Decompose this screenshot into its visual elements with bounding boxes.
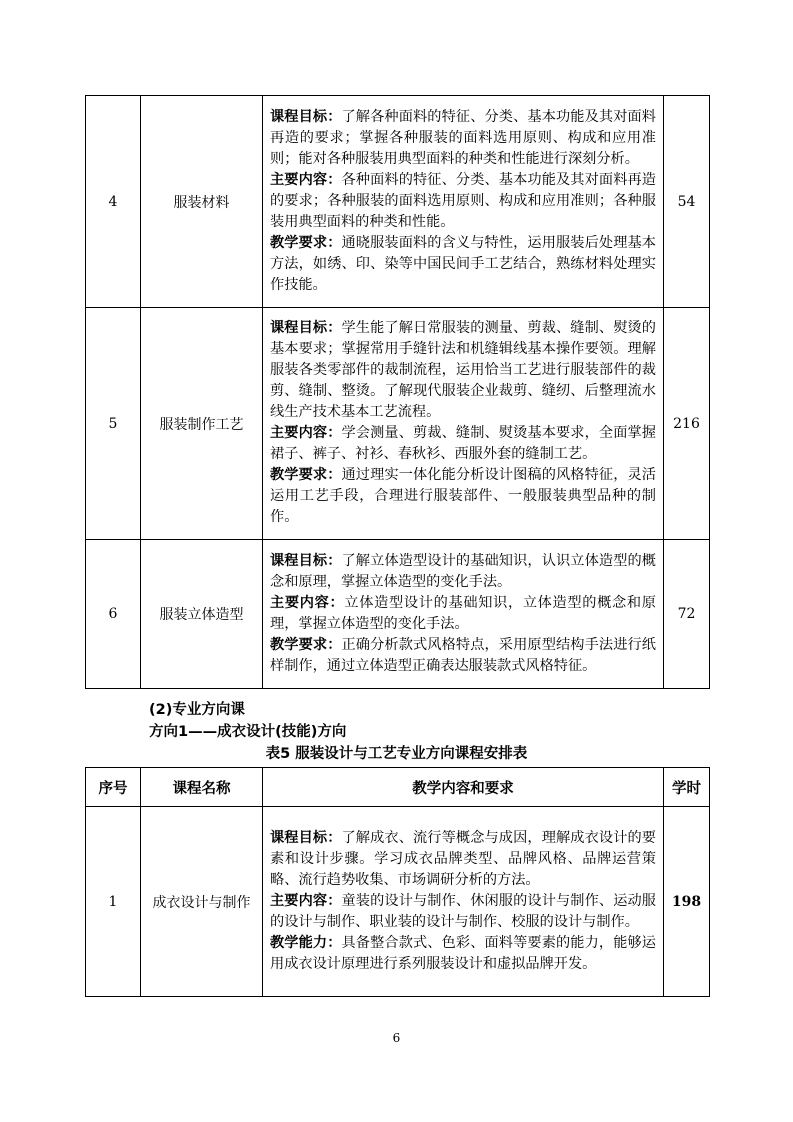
course-hours: 198 — [664, 807, 710, 997]
table-header-row — [86, 768, 710, 807]
row-number: 6 — [86, 540, 141, 689]
content-section — [270, 891, 656, 933]
table-row — [86, 96, 710, 308]
course-hours: 72 — [664, 540, 710, 689]
section-text: 学生能了解日常服装的测量、剪裁、缝制、熨烫的基本要求；掌握常用手缝针法和机缝辑线基本操作要领。理解服装各类零部件的裁制流程，运用恰当工艺进行服装部件的裁剪、缝制、整烫。了解现代服装企业裁剪、缝纫、后整理流水线生产技术基本工艺流程。 — [270, 320, 656, 420]
section-text: 了解成衣、流行等概念与成因，理解成衣设计的要素和设计步骤。学习成衣品牌类型、品牌风格、品牌运营策略、流行趋势收集、市场调研分析的方法。 — [270, 829, 656, 888]
section-label: 课程目标： — [270, 320, 342, 336]
section-heading: (2)专业方向课 — [149, 702, 245, 718]
content-section — [270, 635, 656, 677]
section-text: 通晓服装面料的含义与特性，运用服装后处理基本方法，如绣、印、染等中国民间手工艺结合，熟练材料处理实作技能。 — [270, 234, 656, 293]
section-label: 课程目标： — [270, 552, 342, 569]
direction-heading: 方向1——成衣设计(技能)方向 — [149, 724, 347, 740]
content-section — [270, 933, 656, 975]
section-label: 课程目标： — [270, 108, 342, 125]
course-name: 服装材料 — [141, 96, 263, 308]
page-number: 6 — [392, 1031, 401, 1045]
course-content — [263, 540, 664, 689]
content-section — [270, 318, 656, 423]
section-text: 了解立体造型设计的基础知识，认识立体造型的概念和原理，掌握立体造型的变化手法。 — [270, 552, 656, 590]
section-text: 具备整合款式、色彩、面料等要素的能力，能够运用成衣设计原理进行系列服装设计和虚拟品牌开发。 — [270, 934, 656, 972]
section-text: 各种面料的特征、分类、基本功能及其对面料再造的要求；各种服装的面料选用原则、构成和应用准则；各种服装用典型面料的种类和性能。 — [270, 171, 656, 230]
row-number: 5 — [86, 308, 141, 540]
section-text: 了解各种面料的特征、分类、基本功能及其对面料再造的要求；掌握各种服装的面料选用原则、构成和应用准则；能对各种服装用典型面料的种类和性能进行深刻分析。 — [270, 108, 656, 167]
section-text: 学会测量、剪裁、缝制、熨烫基本要求，全面掌握裙子、裤子、衬衫、春秋衫、西服外套的缝制工艺。 — [270, 425, 656, 462]
direction-course-table — [85, 767, 710, 997]
course-name: 服装立体造型 — [141, 540, 263, 689]
course-content — [263, 308, 664, 540]
header-number: 序号 — [86, 768, 141, 807]
section-text: 正确分析款式风格特点，采用原型结构手法进行纸样制作，通过立体造型正确表达服装款式风格特征。 — [270, 636, 656, 674]
section-label: 课程目标： — [270, 829, 342, 846]
section-label: 主要内容： — [270, 425, 342, 441]
course-hours: 216 — [664, 308, 710, 540]
section-label: 教学要求： — [270, 234, 342, 251]
row-number: 4 — [86, 96, 141, 308]
row-number: 1 — [86, 807, 141, 997]
continued-course-table — [85, 95, 710, 689]
course-content — [263, 96, 664, 308]
table-title: 表5 服装设计与工艺专业方向课程安排表 — [265, 746, 528, 762]
content-section — [270, 107, 656, 170]
header-course-name: 课程名称 — [141, 768, 263, 807]
content-section — [270, 551, 656, 593]
course-content — [263, 807, 664, 997]
course-name: 服装制作工艺 — [141, 308, 263, 540]
table-row — [86, 308, 710, 540]
section-text: 童装的设计与制作、休闲服的设计与制作、运动服的设计与制作、职业装的设计与制作、校服的设计与制作。 — [270, 892, 656, 930]
table-row — [86, 807, 710, 997]
course-name: 成衣设计与制作 — [141, 807, 263, 997]
content-section — [270, 170, 656, 233]
header-hours: 学时 — [664, 768, 710, 807]
section-label: 主要内容： — [270, 594, 345, 611]
section-text: 通过理实一体化能分析设计图稿的风格特征，灵活运用工艺手段，合理进行服装部件、一般服装典型品种的制作。 — [270, 467, 656, 525]
content-section — [270, 423, 656, 465]
section-label: 教学能力： — [270, 934, 342, 951]
content-section — [270, 828, 656, 891]
section-label: 教学要求： — [270, 636, 342, 653]
section-label: 主要内容： — [270, 171, 342, 188]
header-content: 教学内容和要求 — [263, 768, 664, 807]
content-section — [270, 465, 656, 528]
course-hours: 54 — [664, 96, 710, 308]
section-label: 教学要求： — [270, 467, 342, 483]
section-label: 主要内容： — [270, 892, 342, 909]
content-section — [270, 593, 656, 635]
section-text: 立体造型设计的基础知识，立体造型的概念和原理，掌握立体造型的变化手法。 — [270, 594, 656, 632]
table-row — [86, 540, 710, 689]
content-section — [270, 233, 656, 296]
